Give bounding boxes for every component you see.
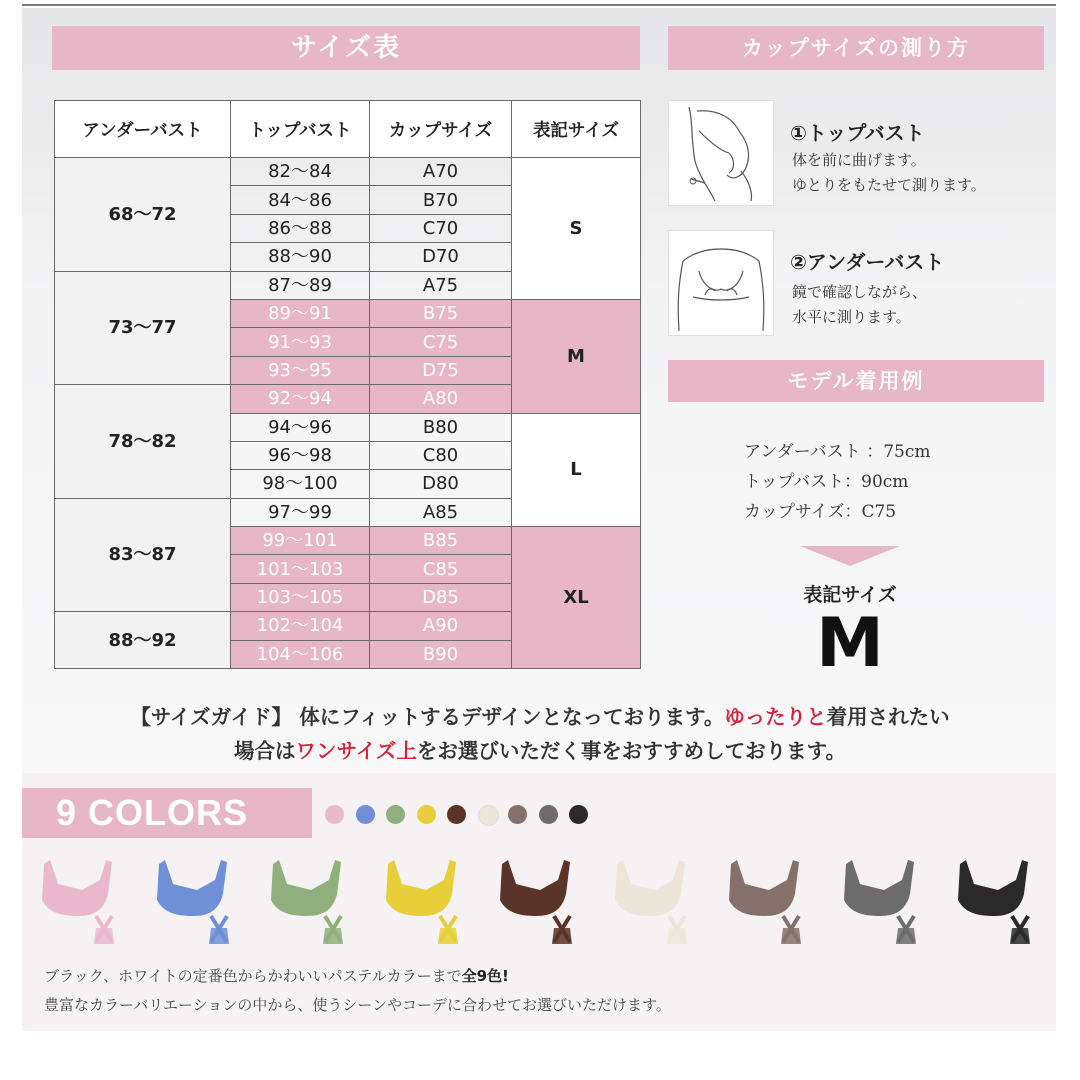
size-l-cell: L xyxy=(512,413,641,527)
top-bust-cell: 103〜105 xyxy=(231,583,370,611)
size-table-header xyxy=(55,101,641,158)
top-bust-cell: 97〜99 xyxy=(231,498,370,526)
cup-size-cell: B80 xyxy=(370,413,512,441)
top-bust-cell: 93〜95 xyxy=(231,356,370,384)
size-s-cell: S xyxy=(512,158,641,300)
size-xl-cell: XL xyxy=(512,527,641,669)
colors-desc-line-1 xyxy=(44,965,509,986)
top-bust-cell: 92〜94 xyxy=(231,385,370,413)
top-bust-cell: 94〜96 xyxy=(231,413,370,441)
cup-size-cell: D75 xyxy=(370,356,512,384)
guide-highlight: ワンサイズ上 xyxy=(295,739,417,763)
model-cup-size: カップサイズ：C75 xyxy=(744,502,897,522)
guide-highlight: ゆったりと xyxy=(724,705,827,729)
cup-size-cell: C70 xyxy=(370,214,512,242)
guide-text: 【サイズガイド】 体にフィットするデザインとなっております。 xyxy=(130,705,725,729)
color-swatch xyxy=(417,805,436,824)
top-bust-cell: 91〜93 xyxy=(231,328,370,356)
size-table xyxy=(54,100,641,669)
cup-size-cell: C75 xyxy=(370,328,512,356)
top-bust-cell: 82〜84 xyxy=(231,158,370,186)
cup-size-cell: C85 xyxy=(370,555,512,583)
top-bust-cell: 89〜91 xyxy=(231,299,370,327)
guide-text: 場合は xyxy=(234,739,296,763)
cup-size-cell: A80 xyxy=(370,385,512,413)
step-desc-line: 鏡で確認しながら、 xyxy=(792,283,928,301)
color-swatch xyxy=(478,805,499,826)
color-swatch xyxy=(447,805,466,824)
under-bust-cell: 83〜87 xyxy=(55,498,231,612)
down-arrow-icon xyxy=(800,546,900,568)
size-guide-line-1 xyxy=(0,700,1080,730)
top-bust-cell: 98〜100 xyxy=(231,470,370,498)
step-under-bust-desc xyxy=(792,280,927,330)
under-bust-cell: 78〜82 xyxy=(55,385,231,499)
cup-size-cell: B75 xyxy=(370,299,512,327)
color-swatch xyxy=(386,805,405,824)
header-cup-size: カップサイズ xyxy=(370,101,512,158)
under-bust-cell: 88〜92 xyxy=(55,612,231,669)
cup-size-cell: A75 xyxy=(370,271,512,299)
cup-size-cell: B70 xyxy=(370,186,512,214)
step-desc-line: 体を前に曲げます。 xyxy=(792,151,926,169)
cup-size-cell: D70 xyxy=(370,243,512,271)
bra-product-icon xyxy=(607,850,703,950)
color-swatch xyxy=(356,805,375,824)
bra-product-icon xyxy=(950,850,1046,950)
table-row xyxy=(55,158,641,186)
header-under-bust: アンダーバスト xyxy=(55,101,231,158)
under-bust-cell: 73〜77 xyxy=(55,271,231,385)
color-swatch xyxy=(569,805,588,824)
top-bust-cell: 86〜88 xyxy=(231,214,370,242)
top-bust-cell: 99〜101 xyxy=(231,527,370,555)
bra-product-icon xyxy=(492,850,588,950)
color-swatch xyxy=(508,805,527,824)
top-bust-cell: 96〜98 xyxy=(231,441,370,469)
top-bust-cell: 101〜103 xyxy=(231,555,370,583)
bra-product-icon xyxy=(263,850,359,950)
step-desc-line: ゆとりをもたせて測ります。 xyxy=(792,176,986,194)
size-chart-title: サイズ表 xyxy=(52,26,640,70)
bra-product-icon xyxy=(721,850,817,950)
under-bust-cell: 68〜72 xyxy=(55,158,231,272)
model-example-title: モデル着用例 xyxy=(668,360,1044,402)
step-top-bust-title: ①トップバスト xyxy=(790,121,925,145)
step-top-bust-desc xyxy=(792,148,986,198)
header-label-size: 表記サイズ xyxy=(512,101,641,158)
step-under-bust-title: ②アンダーバスト xyxy=(790,250,945,274)
color-swatch xyxy=(539,805,558,824)
cup-size-cell: A70 xyxy=(370,158,512,186)
top-bust-cell: 88〜90 xyxy=(231,243,370,271)
bra-product-icon xyxy=(149,850,245,950)
top-divider xyxy=(22,4,1056,6)
top-bust-cell: 104〜106 xyxy=(231,640,370,668)
under-bust-figure-icon xyxy=(669,231,773,335)
bra-product-icon xyxy=(378,850,474,950)
cup-size-cell: D80 xyxy=(370,470,512,498)
top-bust-illustration xyxy=(668,100,774,206)
cup-size-cell: D85 xyxy=(370,583,512,611)
size-guide-line-2 xyxy=(0,734,1080,764)
color-swatch xyxy=(325,805,344,824)
colors-title: 9 COLORS xyxy=(56,792,249,833)
cup-size-cell: A90 xyxy=(370,612,512,640)
model-top-bust: トップバスト：90cm xyxy=(744,472,909,492)
top-bust-figure-icon xyxy=(669,101,773,205)
top-bust-cell: 84〜86 xyxy=(231,186,370,214)
model-under-bust: アンダーバスト ：75cm xyxy=(744,442,931,462)
guide-text: をお選びいただく事をおすすめしております。 xyxy=(416,739,846,763)
step-desc-line: 水平に測ります。 xyxy=(792,308,911,326)
colors-desc-line-2: 豊富なカラーバリエーションの中から、使うシーンやコーデに合わせてお選びいただけます。 xyxy=(44,996,671,1014)
guide-text: 着用されたい xyxy=(826,705,950,729)
cup-size-cell: A85 xyxy=(370,498,512,526)
bra-product-icon xyxy=(34,850,130,950)
result-size-value: M xyxy=(816,604,884,683)
size-m-cell: M xyxy=(512,299,641,413)
colors-desc-text: ブラック、ホワイトの定番色からかわいいパステルカラーまで xyxy=(44,967,462,985)
top-bust-cell: 87〜89 xyxy=(231,271,370,299)
measure-title: カップサイズの測り方 xyxy=(668,26,1044,70)
header-top-bust: トップバスト xyxy=(231,101,370,158)
bra-product-icon xyxy=(836,850,932,950)
cup-size-cell: B90 xyxy=(370,640,512,668)
colors-desc-emphasis: 全9色! xyxy=(461,967,509,985)
under-bust-illustration xyxy=(668,230,774,336)
cup-size-cell: C80 xyxy=(370,441,512,469)
top-bust-cell: 102〜104 xyxy=(231,612,370,640)
cup-size-cell: B85 xyxy=(370,527,512,555)
result-size-label: 表記サイズ xyxy=(803,584,897,606)
